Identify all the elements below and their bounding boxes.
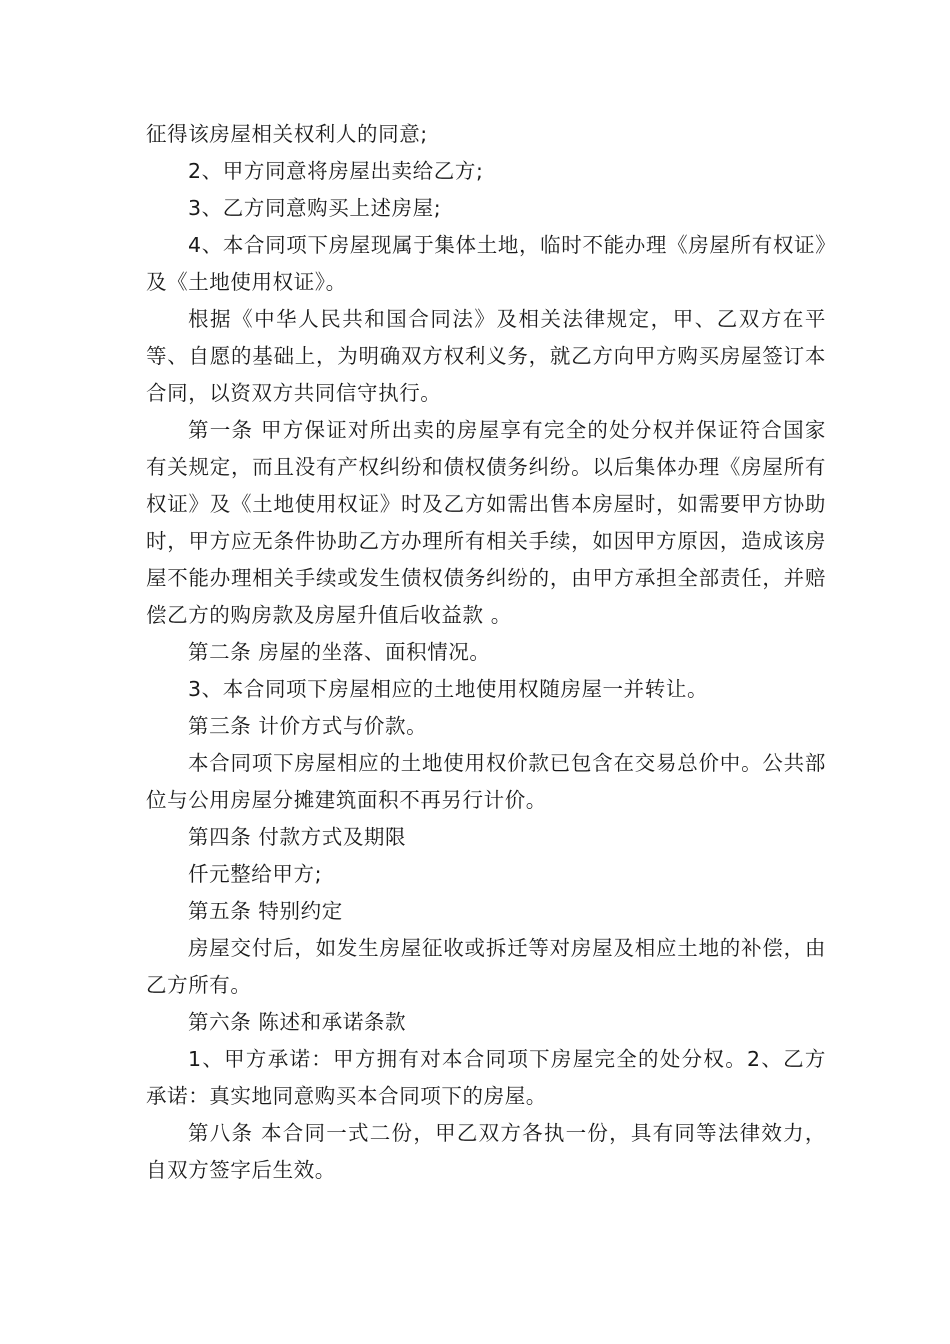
paragraph-article-6: 第六条 陈述和承诺条款 [188, 1010, 407, 1034]
paragraph-article-2: 第二条 房屋的坐落、面积情况。 [188, 640, 491, 664]
paragraph-article-1: 第一条 甲方保证对所出卖的房屋享有完全的处分权并保证符合国家有关规定，而且没有产权纠纷和债权债务纠纷。以后集体办理《房屋所有权证》及《土地使用权证》时及乙方如需出售本房屋时，如需要甲方协助时，甲方应无条件协助乙方办理所有相关手续，如因甲方原因，造成该房屋不能办理相关手续或发生债权债务纠纷的，由甲方承担全部责任，并赔偿乙方的购房款及房屋升值后收益款 。 [146, 418, 826, 627]
paragraph-article-3: 第三条 计价方式与价款。 [188, 714, 428, 738]
paragraph-clause-2: 2、甲方同意将房屋出卖给乙方; [188, 159, 484, 183]
paragraph-clause-3: 3、乙方同意购买上述房屋; [188, 196, 442, 220]
paragraph-article-6-body: 1、甲方承诺：甲方拥有对本合同项下房屋完全的处分权。2、乙方承诺：真实地同意购买本合同项下的房屋。 [146, 1047, 826, 1108]
paragraph-legal-basis: 根据《中华人民共和国合同法》及相关法律规定，甲、乙双方在平等、自愿的基础上，为明确双方权利义务，就乙方向甲方购买房屋签订本合同，以资双方共同信守执行。 [146, 307, 826, 405]
paragraph-article-4: 第四条 付款方式及期限 [188, 825, 407, 849]
paragraph-article-8: 第八条 本合同一式二份，甲乙双方各执一份，具有同等法律效力，自双方签字后生效。 [146, 1121, 826, 1182]
paragraph-article-4-body: 仟元整给甲方; [188, 862, 323, 886]
paragraph-article-3-body: 本合同项下房屋相应的土地使用权价款已包含在交易总价中。公共部位与公用房屋分摊建筑面积不再另行计价。 [146, 751, 826, 812]
paragraph-article-5: 第五条 特别约定 [188, 899, 343, 923]
paragraph-consent: 征得该房屋相关权利人的同意; [146, 122, 428, 146]
paragraph-clause-4: 4、本合同项下房屋现属于集体土地，临时不能办理《房屋所有权证》及《土地使用权证》。 [146, 233, 826, 294]
paragraph-article-5-body: 房屋交付后，如发生房屋征收或拆迁等对房屋及相应土地的补偿，由乙方所有。 [146, 936, 826, 997]
paragraph-article-2-item-3: 3、本合同项下房屋相应的土地使用权随房屋一并转让。 [188, 677, 709, 701]
document-body [146, 116, 826, 1189]
